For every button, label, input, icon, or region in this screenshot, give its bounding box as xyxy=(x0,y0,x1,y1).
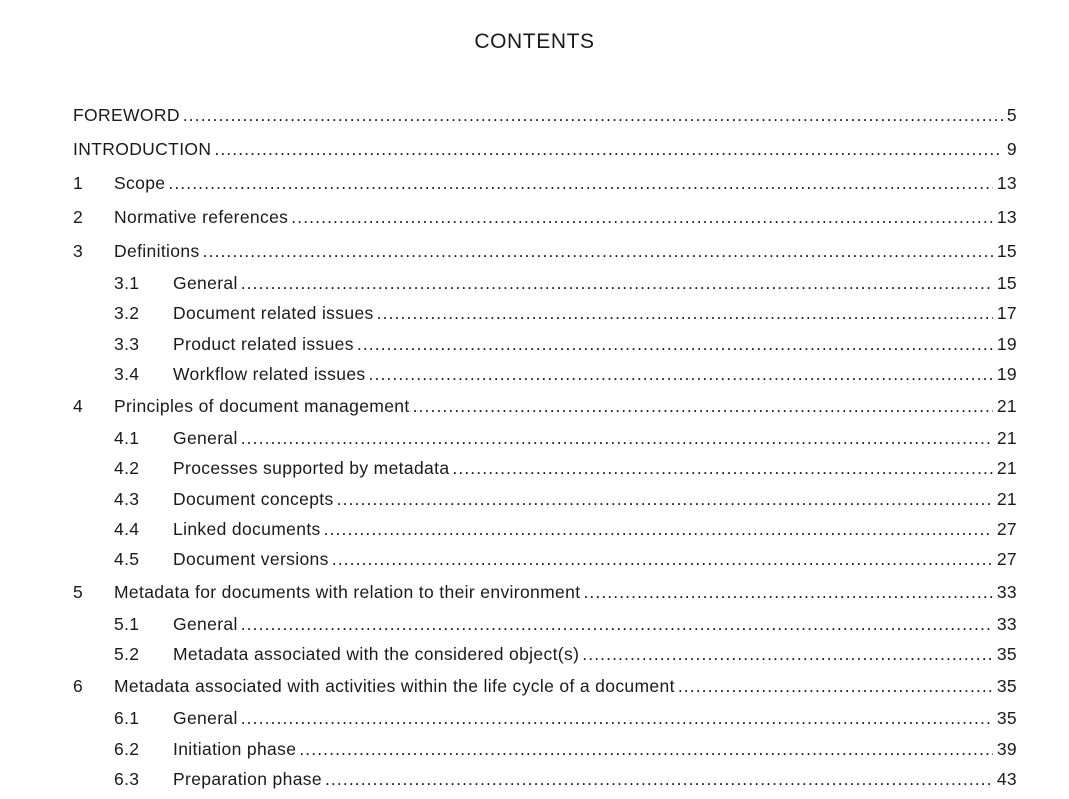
dot-leader xyxy=(324,514,993,544)
toc-subentry[interactable] xyxy=(73,329,1017,359)
dot-leader xyxy=(583,575,992,609)
toc-entry[interactable] xyxy=(73,200,1017,234)
toc-entry-page-number: 17 xyxy=(996,303,1017,324)
toc-entry-page-number: 27 xyxy=(996,519,1017,540)
toc-entry-page-number: 35 xyxy=(996,708,1017,729)
toc-entry[interactable] xyxy=(73,166,1017,200)
toc-entry-label: General xyxy=(173,708,238,729)
toc-entry-number: 3.2 xyxy=(114,303,140,324)
toc-entry-number: 6 xyxy=(73,676,84,697)
toc-entry-number: 4.4 xyxy=(114,519,140,540)
toc-entry-number: 6.1 xyxy=(114,708,140,729)
toc-entry-label: Principles of document management xyxy=(114,396,410,417)
dot-leader xyxy=(452,453,992,483)
toc-entry-label: Processes supported by metadata xyxy=(173,458,450,479)
toc-entry-label: FOREWORD xyxy=(73,105,180,125)
toc-entry-number: 5.1 xyxy=(114,613,140,634)
toc-entry-number: 4.2 xyxy=(114,458,140,479)
toc-entry[interactable] xyxy=(73,132,1017,166)
toc-entry-page-number: 15 xyxy=(996,241,1017,261)
dot-leader xyxy=(413,389,993,423)
toc-subentry[interactable] xyxy=(73,609,1017,639)
toc-entry-label: Workflow related issues xyxy=(173,363,366,384)
dot-leader xyxy=(337,484,993,514)
toc-entry-page-number: 19 xyxy=(996,333,1017,354)
toc-entry-page-number: 43 xyxy=(996,768,1017,789)
toc-subentry[interactable] xyxy=(73,484,1017,514)
toc-subentry[interactable] xyxy=(73,764,1017,794)
toc-entry-page-number: 21 xyxy=(996,428,1017,449)
toc-entry-label: INTRODUCTION xyxy=(73,139,212,159)
toc-entry-page-number: 27 xyxy=(996,549,1017,570)
toc-entry-label: General xyxy=(173,428,238,449)
toc-entry-label: General xyxy=(173,613,238,634)
dot-leader xyxy=(183,98,1003,132)
toc-entry-page-number: 39 xyxy=(996,738,1017,759)
toc-entry-number: 4.5 xyxy=(114,549,140,570)
toc-subentry[interactable] xyxy=(73,514,1017,544)
table-of-contents xyxy=(73,98,1017,794)
dot-leader xyxy=(325,764,993,794)
toc-entry-label: Linked documents xyxy=(173,519,321,540)
toc-entry-label: Document related issues xyxy=(173,303,374,324)
toc-entry-number: 2 xyxy=(73,207,84,227)
toc-entry-label: Definitions xyxy=(114,241,200,261)
toc-entry-page-number: 21 xyxy=(996,458,1017,479)
toc-entry-number: 6.2 xyxy=(114,738,140,759)
toc-entry-label: Document versions xyxy=(173,549,329,570)
toc-entry-page-number: 33 xyxy=(996,581,1017,602)
toc-entry-number: 4.3 xyxy=(114,488,140,509)
dot-leader xyxy=(377,298,993,328)
toc-subentry[interactable] xyxy=(73,453,1017,483)
toc-subentry[interactable] xyxy=(73,734,1017,764)
toc-entry-number: 3.3 xyxy=(114,333,140,354)
toc-entry[interactable] xyxy=(73,389,1017,423)
toc-subentry[interactable] xyxy=(73,423,1017,453)
toc-entry-label: Scope xyxy=(114,173,166,193)
toc-entry-number: 3.4 xyxy=(114,363,140,384)
toc-entry-number: 5.2 xyxy=(114,643,140,664)
dot-leader xyxy=(291,200,993,234)
toc-entry-page-number: 21 xyxy=(996,396,1017,417)
toc-entry-page-number: 33 xyxy=(996,613,1017,634)
toc-entry-label: Document concepts xyxy=(173,488,334,509)
dot-leader xyxy=(299,734,993,764)
toc-entry-number: 6.3 xyxy=(114,768,140,789)
toc-entry-page-number: 35 xyxy=(996,676,1017,697)
dot-leader xyxy=(203,234,993,268)
toc-entry-page-number: 15 xyxy=(996,273,1017,293)
toc-entry[interactable] xyxy=(73,98,1017,132)
dot-leader xyxy=(241,423,993,453)
dot-leader xyxy=(357,329,993,359)
toc-entry-number: 3 xyxy=(73,241,84,261)
toc-entry-label: Metadata associated with activities within the life cycle of a document xyxy=(114,676,675,697)
toc-entry-page-number: 35 xyxy=(996,643,1017,664)
toc-entry-page-number: 13 xyxy=(996,173,1017,193)
toc-entry-page-number: 5 xyxy=(1006,105,1017,125)
dot-leader xyxy=(369,359,993,389)
toc-entry-page-number: 9 xyxy=(1006,139,1017,159)
dot-leader xyxy=(168,166,992,200)
toc-entry-page-number: 21 xyxy=(996,488,1017,509)
toc-entry-number: 3.1 xyxy=(114,273,140,293)
toc-entry-label: Metadata associated with the considered object(s) xyxy=(173,643,580,664)
dot-leader xyxy=(241,703,993,733)
toc-subentry[interactable] xyxy=(73,703,1017,733)
toc-subentry[interactable] xyxy=(73,544,1017,574)
dot-leader xyxy=(332,544,993,574)
page-title: CONTENTS xyxy=(474,30,595,53)
toc-entry-number: 4.1 xyxy=(114,428,140,449)
toc-entry-label: Initiation phase xyxy=(173,738,297,759)
toc-entry[interactable] xyxy=(73,669,1017,703)
toc-entry-label: Normative references xyxy=(114,207,289,227)
toc-entry-page-number: 19 xyxy=(996,363,1017,384)
toc-subentry[interactable] xyxy=(73,268,1017,298)
toc-entry-number: 5 xyxy=(73,581,84,602)
toc-entry-number: 1 xyxy=(73,173,84,193)
toc-subentry[interactable] xyxy=(73,359,1017,389)
dot-leader xyxy=(214,132,1003,166)
toc-entry[interactable] xyxy=(73,234,1017,268)
toc-entry-label: Product related issues xyxy=(173,333,354,354)
dot-leader xyxy=(241,609,993,639)
toc-entry[interactable] xyxy=(73,575,1017,609)
dot-leader xyxy=(241,268,993,298)
toc-entry-page-number: 13 xyxy=(996,207,1017,227)
dot-leader xyxy=(582,639,993,669)
dot-leader xyxy=(678,669,993,703)
toc-subentry[interactable] xyxy=(73,639,1017,669)
toc-entry-number: 4 xyxy=(73,396,84,417)
toc-entry-label: General xyxy=(173,273,238,293)
toc-subentry[interactable] xyxy=(73,298,1017,328)
toc-entry-label: Preparation phase xyxy=(173,768,322,789)
toc-entry-label: Metadata for documents with relation to their environment xyxy=(114,581,581,602)
